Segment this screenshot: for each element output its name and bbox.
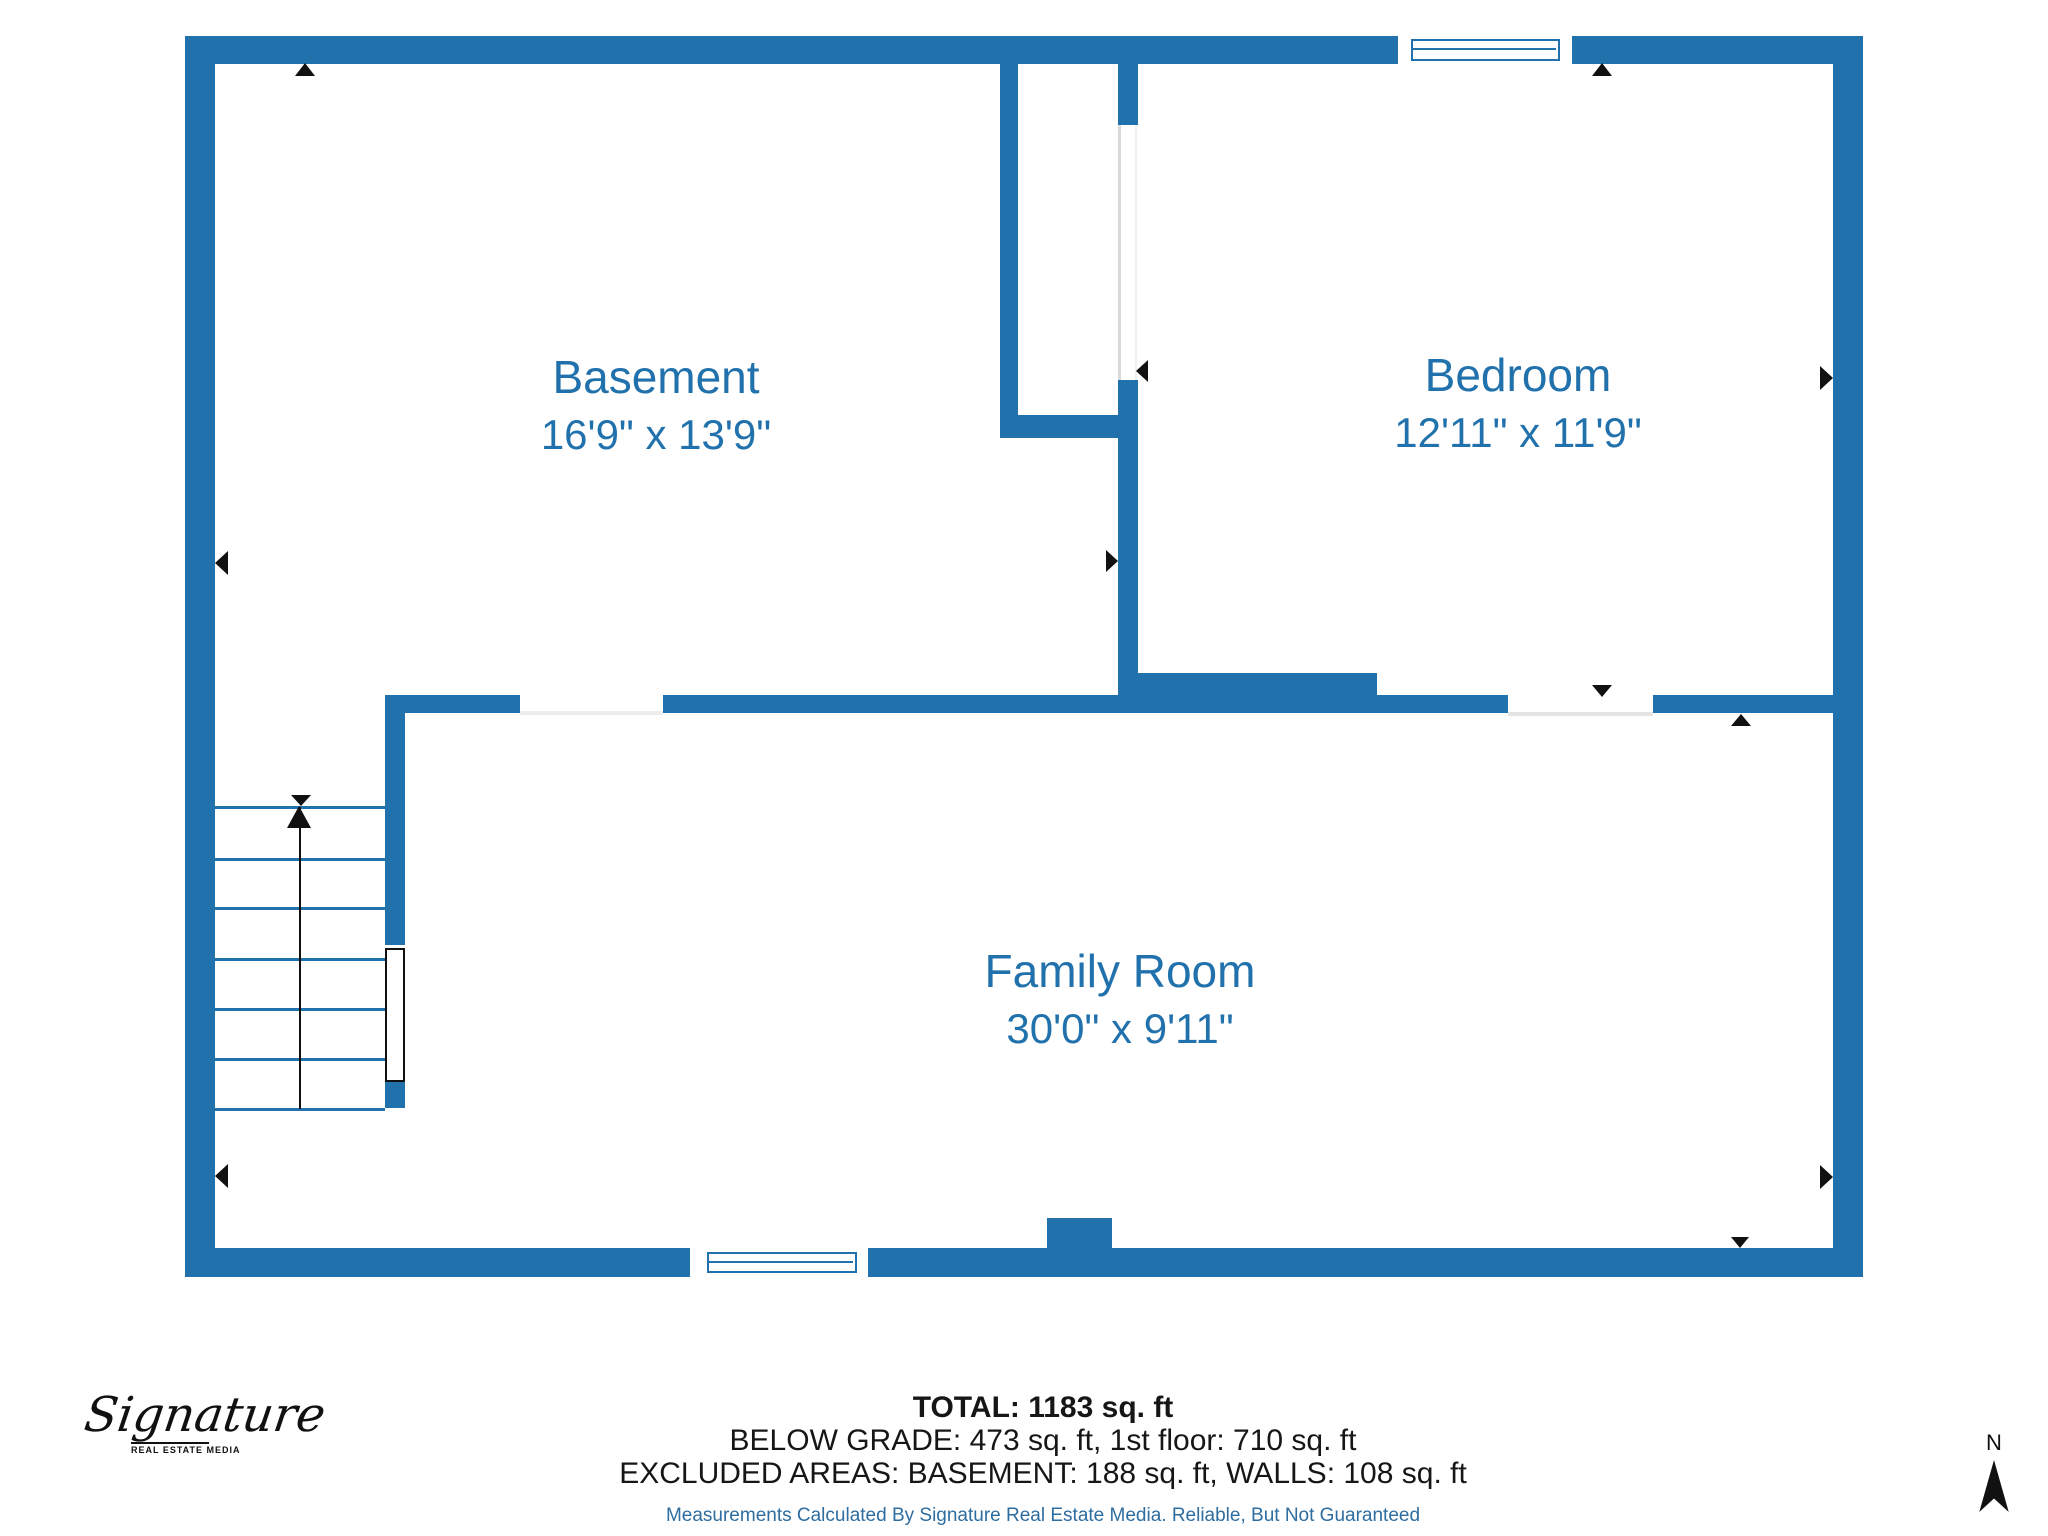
north-label: N bbox=[1986, 1430, 2002, 1455]
marker-right-wall-bedroom-icon bbox=[1820, 366, 1833, 390]
wall-exterior-top bbox=[185, 36, 1863, 64]
total-area-text: TOTAL: 1183 sq. ft bbox=[912, 1391, 1174, 1424]
wall-mid-segment-3 bbox=[1653, 695, 1833, 713]
logo-script-text: Signature bbox=[81, 1387, 329, 1443]
wall-exterior-right bbox=[1833, 36, 1863, 1277]
wall-mid-segment-2 bbox=[663, 695, 1508, 713]
wall-exterior-bottom bbox=[185, 1248, 1863, 1277]
stair-down-marker-icon bbox=[291, 795, 311, 806]
wall-chase-right-stub bbox=[1118, 64, 1138, 125]
room-name: Bedroom bbox=[1424, 349, 1612, 401]
chase-door-line-b bbox=[1135, 125, 1137, 380]
wall-mid-segment-1 bbox=[385, 695, 520, 713]
marker-chase-door-icon bbox=[1136, 360, 1148, 382]
wall-mid-segment-2-thick bbox=[1118, 673, 1377, 697]
room-label-bedroom bbox=[1298, 350, 1738, 456]
north-arrow-icon bbox=[1978, 1460, 2010, 1512]
marker-right-wall-family-icon bbox=[1820, 1165, 1833, 1189]
wall-stairwell-right bbox=[385, 695, 405, 945]
north-compass bbox=[1972, 1430, 2016, 1512]
entry-marker-basement-top-icon bbox=[295, 63, 315, 76]
marker-family-room-entry-icon bbox=[1731, 714, 1751, 726]
marker-left-wall-basement-icon bbox=[215, 551, 228, 575]
marker-bottom-wall-family-icon bbox=[1731, 1237, 1749, 1248]
mid-opening-line bbox=[520, 711, 663, 715]
stair-up-arrow-icon bbox=[287, 806, 311, 828]
wall-stair-door-stub bbox=[385, 1082, 405, 1108]
disclaimer-text: Measurements Calculated By Signature Real Estate Media. Reliable, But Not Guaranteed bbox=[665, 1505, 1421, 1526]
window-top-pane bbox=[1411, 39, 1560, 61]
bottom-wall-bump bbox=[1047, 1218, 1112, 1248]
measurement-summary bbox=[343, 1392, 1743, 1527]
room-label-family-room bbox=[900, 946, 1340, 1052]
wall-chase-left bbox=[1000, 64, 1018, 438]
room-label-basement bbox=[436, 352, 876, 458]
window-bottom-mullion bbox=[709, 1261, 853, 1263]
stair-door-leaf bbox=[385, 948, 405, 1082]
room-name: Family Room bbox=[984, 945, 1256, 997]
window-top-mullion bbox=[1413, 48, 1556, 50]
wall-exterior-left bbox=[185, 36, 215, 1277]
room-name: Basement bbox=[552, 351, 760, 403]
room-dimensions: 30'0" x 9'11" bbox=[1006, 1005, 1234, 1052]
bedroom-door-line bbox=[1508, 712, 1653, 716]
marker-bedroom-door-icon bbox=[1592, 685, 1612, 697]
excluded-areas-text: EXCLUDED AREAS: BASEMENT: 188 sq. ft, WALLS: 108 sq. ft bbox=[619, 1457, 1467, 1490]
below-grade-text: BELOW GRADE: 473 sq. ft, 1st floor: 710 sq. ft bbox=[729, 1424, 1357, 1457]
entry-marker-bedroom-top-icon bbox=[1592, 63, 1612, 76]
signature-logo bbox=[81, 1387, 329, 1455]
room-dimensions: 12'11" x 11'9" bbox=[1394, 409, 1642, 456]
room-dimensions: 16'9" x 13'9" bbox=[540, 411, 772, 458]
stair-direction-line bbox=[299, 807, 301, 1109]
wall-chase-right-lower bbox=[1118, 380, 1138, 695]
logo-tagline-text: REAL ESTATE MEDIA bbox=[131, 1442, 209, 1455]
chase-door-line-a bbox=[1118, 125, 1121, 380]
marker-chase-basement-side-icon bbox=[1106, 550, 1118, 572]
marker-left-wall-family-icon bbox=[215, 1164, 228, 1188]
